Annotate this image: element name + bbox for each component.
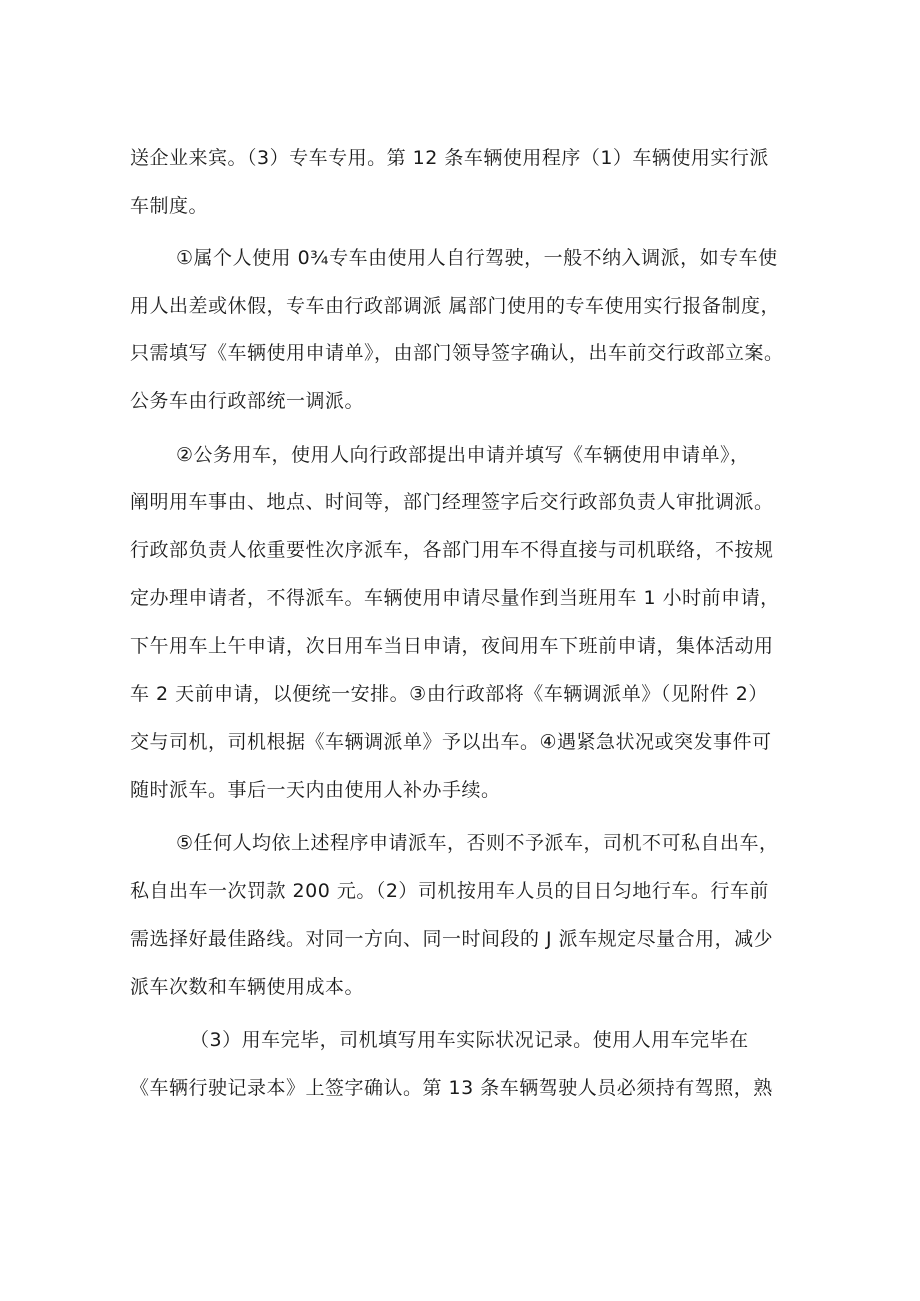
text-line: 需选择好最佳路线。对同一方向、同一时间段的 J 派车规定尽量合用，减少 (130, 928, 774, 950)
text-line: 公务车由行政部统一调派。 (130, 390, 365, 412)
text-line: 随时派车。事后一天内由使用人补办手续。 (130, 779, 501, 801)
text-line: 送企业来宾。（3）专车专用。第 12 条车辆使用程序（1）车辆使用实行派 (130, 147, 769, 169)
text-line: ⑤任何人均依上述程序申请派车，否则不予派车，司机不可私自出车， (176, 832, 779, 854)
text-line: 《车辆行驶记录本》上签字确认。第 13 条车辆驾驶人员必须持有驾照，熟 (130, 1077, 773, 1099)
text-line: 私自出车一次罚款 200 元。（2）司机按用车人员的目日匀地行车。行车前 (130, 880, 769, 902)
text-line: （3）用车完毕，司机填写用车实际状况记录。使用人用车完毕在 (190, 1029, 749, 1051)
text-line: ①属个人使用 0¾专车由使用人自行驾驶，一般不纳入调派，如专车使 (176, 247, 778, 269)
text-line: ②公务用车，使用人向行政部提出申请并填写《车辆使用申请单》， (176, 444, 750, 466)
text-line: 派车次数和车辆使用成本。 (130, 976, 365, 998)
text-line: 交与司机，司机根据《车辆调派单》予以出车。④遇紧急状况或突发事件可 (130, 731, 772, 753)
text-line: 阐明用车事由、地点、时间等，部门经理签字后交行政部负责人审批调派。 (130, 491, 774, 513)
text-line: 只需填写《车辆使用申请单》，由部门领导签字确认，出车前交行政部立案。 (130, 342, 784, 364)
text-line: 下午用车上午申请，次日用车当日申请，夜间用车下班前申请，集体活动用 (130, 635, 774, 657)
text-line: 车制度。 (130, 195, 209, 217)
text-line: 用人出差或休假，专车由行政部调派 属部门使用的专车使用实行报备制度， (130, 295, 781, 317)
text-line: 定办理申请者，不得派车。车辆使用申请尽量作到当班用车 1 小时前申请， (130, 587, 780, 609)
text-line: 车 2 天前申请，以便统一安排。③由行政部将《车辆调派单》（见附件 2） (130, 683, 768, 705)
text-line: 行政部负责人依重要性次序派车，各部门用车不得直接与司机联络，不按规 (130, 539, 774, 561)
